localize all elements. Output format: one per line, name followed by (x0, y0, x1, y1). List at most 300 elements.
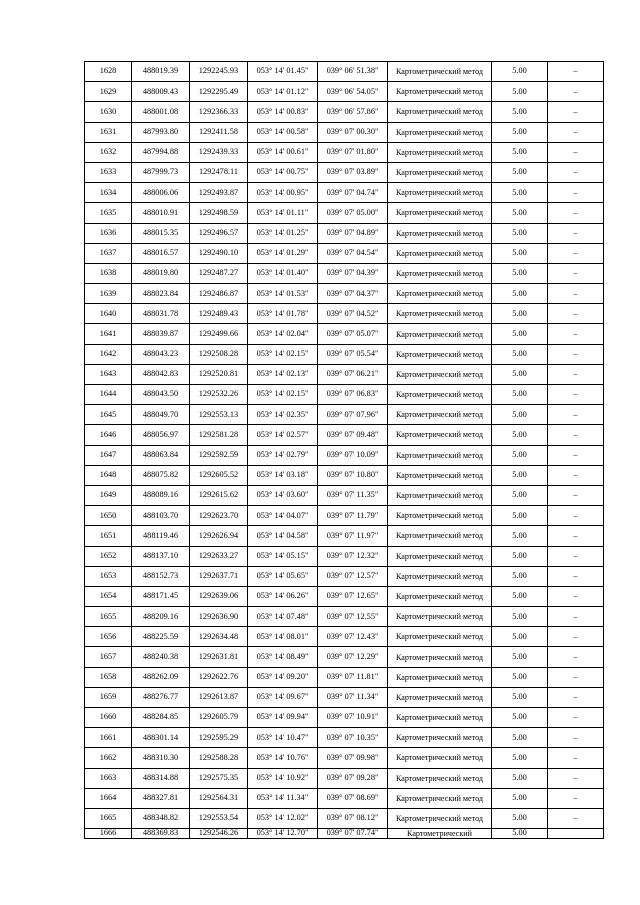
y-coordinate-cell: 1292487.27 (190, 263, 248, 283)
method-cell: Картометрический метод (388, 607, 492, 627)
y-coordinate-cell: 1292411.58 (190, 122, 248, 142)
y-coordinate-cell: 1292498.59 (190, 203, 248, 223)
accuracy-cell: 5.00 (492, 526, 548, 546)
longitude-cell: 039° 07' 09.48" (318, 425, 388, 445)
longitude-cell: 039° 07' 12.29" (318, 647, 388, 667)
longitude-cell: 039° 07' 04.52" (318, 304, 388, 324)
table-row (85, 607, 604, 627)
method-cell: Картометрический метод (388, 667, 492, 687)
method-cell: Картометрический метод (388, 162, 492, 182)
table-row (85, 808, 604, 828)
table-row (85, 142, 604, 162)
table-row (85, 546, 604, 566)
point-number-cell: 1629 (85, 82, 132, 102)
x-coordinate-cell: 488009.43 (132, 82, 190, 102)
accuracy-cell: 5.00 (492, 506, 548, 526)
longitude-cell: 039° 07' 06.21" (318, 364, 388, 384)
longitude-cell: 039° 07' 11.81" (318, 667, 388, 687)
point-number-cell: 1636 (85, 223, 132, 243)
x-coordinate-cell: 488089.16 (132, 485, 190, 505)
latitude-cell: 053° 14' 02.57" (248, 425, 318, 445)
method-cell: Картометрический метод (388, 364, 492, 384)
accuracy-cell: 5.00 (492, 546, 548, 566)
y-coordinate-cell: 1292520.81 (190, 364, 248, 384)
note-cell: – (548, 748, 604, 768)
longitude-cell: 039° 07' 03.89" (318, 162, 388, 182)
latitude-cell: 053° 14' 02.35" (248, 405, 318, 425)
note-cell (548, 829, 604, 839)
point-number-cell: 1647 (85, 445, 132, 465)
x-coordinate-cell: 487993.80 (132, 122, 190, 142)
latitude-cell: 053° 14' 05.65" (248, 566, 318, 586)
latitude-cell: 053° 14' 00.95" (248, 183, 318, 203)
accuracy-cell: 5.00 (492, 485, 548, 505)
point-number-cell: 1645 (85, 405, 132, 425)
latitude-cell: 053° 14' 02.15" (248, 344, 318, 364)
longitude-cell: 039° 07' 05.00" (318, 203, 388, 223)
note-cell: – (548, 667, 604, 687)
table-row (85, 506, 604, 526)
method-cell: Картометрический метод (388, 243, 492, 263)
latitude-cell: 053° 14' 01.78" (248, 304, 318, 324)
latitude-cell: 053° 14' 12.02" (248, 808, 318, 828)
note-cell: – (548, 687, 604, 707)
longitude-cell: 039° 07' 09.28" (318, 768, 388, 788)
table-row (85, 667, 604, 687)
x-coordinate-cell: 488019.39 (132, 62, 190, 82)
table-row (85, 566, 604, 586)
longitude-cell: 039° 07' 04.74" (318, 183, 388, 203)
latitude-cell: 053° 14' 10.92" (248, 768, 318, 788)
method-cell: Картометрический метод (388, 183, 492, 203)
note-cell: – (548, 203, 604, 223)
x-coordinate-cell: 488063.84 (132, 445, 190, 465)
note-cell: – (548, 344, 604, 364)
table-row (85, 829, 604, 839)
x-coordinate-cell: 488075.82 (132, 465, 190, 485)
x-coordinate-cell: 488006.06 (132, 183, 190, 203)
table-row (85, 223, 604, 243)
accuracy-cell: 5.00 (492, 647, 548, 667)
x-coordinate-cell: 488276.77 (132, 687, 190, 707)
note-cell: – (548, 263, 604, 283)
point-number-cell: 1639 (85, 284, 132, 304)
note-cell: – (548, 304, 604, 324)
note-cell: – (548, 566, 604, 586)
table-row (85, 586, 604, 606)
longitude-cell: 039° 07' 05.54" (318, 344, 388, 364)
x-coordinate-cell: 488209.16 (132, 607, 190, 627)
note-cell: – (548, 122, 604, 142)
accuracy-cell: 5.00 (492, 263, 548, 283)
method-cell: Картометрический метод (388, 506, 492, 526)
longitude-cell: 039° 07' 08.69" (318, 788, 388, 808)
y-coordinate-cell: 1292486.87 (190, 284, 248, 304)
table-row (85, 728, 604, 748)
note-cell: – (548, 385, 604, 405)
note-cell: – (548, 586, 604, 606)
x-coordinate-cell: 488103.70 (132, 506, 190, 526)
y-coordinate-cell: 1292575.35 (190, 768, 248, 788)
y-coordinate-cell: 1292366.33 (190, 102, 248, 122)
x-coordinate-cell: 488042.83 (132, 364, 190, 384)
latitude-cell: 053° 14' 03.18" (248, 465, 318, 485)
point-number-cell: 1641 (85, 324, 132, 344)
accuracy-cell: 5.00 (492, 566, 548, 586)
accuracy-cell: 5.00 (492, 364, 548, 384)
y-coordinate-cell: 1292508.28 (190, 344, 248, 364)
note-cell: – (548, 62, 604, 82)
latitude-cell: 053° 14' 07.48" (248, 607, 318, 627)
accuracy-cell: 5.00 (492, 324, 548, 344)
method-cell: Картометрический метод (388, 708, 492, 728)
accuracy-cell: 5.00 (492, 122, 548, 142)
longitude-cell: 039° 07' 12.43" (318, 627, 388, 647)
x-coordinate-cell: 488369.83 (132, 829, 190, 839)
x-coordinate-cell: 488225.59 (132, 627, 190, 647)
longitude-cell: 039° 07' 10.09" (318, 445, 388, 465)
method-cell: Картометрический (388, 829, 492, 839)
accuracy-cell: 5.00 (492, 203, 548, 223)
accuracy-cell: 5.00 (492, 223, 548, 243)
y-coordinate-cell: 1292623.70 (190, 506, 248, 526)
point-number-cell: 1637 (85, 243, 132, 263)
y-coordinate-cell: 1292295.49 (190, 82, 248, 102)
latitude-cell: 053° 14' 05.15" (248, 546, 318, 566)
x-coordinate-cell: 488001.08 (132, 102, 190, 122)
table-row (85, 708, 604, 728)
point-number-cell: 1648 (85, 465, 132, 485)
table-body (85, 62, 604, 839)
method-cell: Картометрический метод (388, 405, 492, 425)
longitude-cell: 039° 07' 04.37" (318, 284, 388, 304)
note-cell: – (548, 708, 604, 728)
x-coordinate-cell: 488016.57 (132, 243, 190, 263)
latitude-cell: 053° 14' 02.15" (248, 385, 318, 405)
point-number-cell: 1651 (85, 526, 132, 546)
point-number-cell: 1649 (85, 485, 132, 505)
x-coordinate-cell: 488348.82 (132, 808, 190, 828)
latitude-cell: 053° 14' 01.29" (248, 243, 318, 263)
method-cell: Картометрический метод (388, 728, 492, 748)
table-row (85, 304, 604, 324)
latitude-cell: 053° 14' 09.94" (248, 708, 318, 728)
point-number-cell: 1658 (85, 667, 132, 687)
latitude-cell: 053° 14' 00.61" (248, 142, 318, 162)
point-number-cell: 1662 (85, 748, 132, 768)
longitude-cell: 039° 07' 00.30" (318, 122, 388, 142)
accuracy-cell: 5.00 (492, 708, 548, 728)
accuracy-cell: 5.00 (492, 788, 548, 808)
note-cell: – (548, 647, 604, 667)
table-row (85, 385, 604, 405)
latitude-cell: 053° 14' 02.04" (248, 324, 318, 344)
table-row (85, 526, 604, 546)
method-cell: Картометрический метод (388, 687, 492, 707)
y-coordinate-cell: 1292546.26 (190, 829, 248, 839)
point-number-cell: 1655 (85, 607, 132, 627)
method-cell: Картометрический метод (388, 566, 492, 586)
table-row (85, 284, 604, 304)
note-cell: – (548, 243, 604, 263)
y-coordinate-cell: 1292496.57 (190, 223, 248, 243)
latitude-cell: 053° 14' 04.58" (248, 526, 318, 546)
accuracy-cell: 5.00 (492, 728, 548, 748)
x-coordinate-cell: 487999.73 (132, 162, 190, 182)
y-coordinate-cell: 1292478.11 (190, 162, 248, 182)
note-cell: – (548, 788, 604, 808)
x-coordinate-cell: 488023.84 (132, 284, 190, 304)
latitude-cell: 053° 14' 10.76" (248, 748, 318, 768)
method-cell: Картометрический метод (388, 748, 492, 768)
latitude-cell: 053° 14' 11.34" (248, 788, 318, 808)
latitude-cell: 053° 14' 00.75" (248, 162, 318, 182)
latitude-cell: 053° 14' 01.53" (248, 284, 318, 304)
point-number-cell: 1656 (85, 627, 132, 647)
y-coordinate-cell: 1292636.90 (190, 607, 248, 627)
table-row (85, 183, 604, 203)
longitude-cell: 039° 07' 11.97" (318, 526, 388, 546)
method-cell: Картометрический метод (388, 808, 492, 828)
table-row (85, 203, 604, 223)
note-cell: – (548, 445, 604, 465)
note-cell: – (548, 82, 604, 102)
note-cell: – (548, 768, 604, 788)
x-coordinate-cell: 488284.85 (132, 708, 190, 728)
accuracy-cell: 5.00 (492, 284, 548, 304)
longitude-cell: 039° 07' 06.83" (318, 385, 388, 405)
note-cell: – (548, 223, 604, 243)
coordinates-table (84, 61, 604, 839)
point-number-cell: 1650 (85, 506, 132, 526)
point-number-cell: 1642 (85, 344, 132, 364)
y-coordinate-cell: 1292532.26 (190, 385, 248, 405)
point-number-cell: 1630 (85, 102, 132, 122)
method-cell: Картометрический метод (388, 627, 492, 647)
point-number-cell: 1638 (85, 263, 132, 283)
latitude-cell: 053° 14' 01.12" (248, 82, 318, 102)
table-row (85, 243, 604, 263)
method-cell: Картометрический метод (388, 142, 492, 162)
y-coordinate-cell: 1292493.87 (190, 183, 248, 203)
table-row (85, 82, 604, 102)
x-coordinate-cell: 488171.45 (132, 586, 190, 606)
x-coordinate-cell: 488056.97 (132, 425, 190, 445)
x-coordinate-cell: 488240.38 (132, 647, 190, 667)
latitude-cell: 053° 14' 00.58" (248, 122, 318, 142)
y-coordinate-cell: 1292639.06 (190, 586, 248, 606)
note-cell: – (548, 546, 604, 566)
note-cell: – (548, 607, 604, 627)
point-number-cell: 1663 (85, 768, 132, 788)
accuracy-cell: 5.00 (492, 748, 548, 768)
note-cell: – (548, 102, 604, 122)
method-cell: Картометрический метод (388, 284, 492, 304)
accuracy-cell: 5.00 (492, 243, 548, 263)
accuracy-cell: 5.00 (492, 142, 548, 162)
longitude-cell: 039° 07' 12.32" (318, 546, 388, 566)
table-row (85, 162, 604, 182)
point-number-cell: 1664 (85, 788, 132, 808)
note-cell: – (548, 485, 604, 505)
table-row (85, 405, 604, 425)
table-row (85, 344, 604, 364)
note-cell: – (548, 183, 604, 203)
note-cell: – (548, 364, 604, 384)
accuracy-cell: 5.00 (492, 82, 548, 102)
accuracy-cell: 5.00 (492, 385, 548, 405)
method-cell: Картометрический метод (388, 62, 492, 82)
accuracy-cell: 5.00 (492, 667, 548, 687)
note-cell: – (548, 405, 604, 425)
table-row (85, 627, 604, 647)
accuracy-cell: 5.00 (492, 183, 548, 203)
x-coordinate-cell: 488314.88 (132, 768, 190, 788)
method-cell: Картометрический метод (388, 425, 492, 445)
y-coordinate-cell: 1292553.54 (190, 808, 248, 828)
longitude-cell: 039° 07' 04.39" (318, 263, 388, 283)
method-cell: Картометрический метод (388, 526, 492, 546)
x-coordinate-cell: 488019.80 (132, 263, 190, 283)
y-coordinate-cell: 1292622.76 (190, 667, 248, 687)
table-row (85, 647, 604, 667)
point-number-cell: 1633 (85, 162, 132, 182)
note-cell: – (548, 728, 604, 748)
method-cell: Картометрический метод (388, 344, 492, 364)
x-coordinate-cell: 488262.09 (132, 667, 190, 687)
note-cell: – (548, 526, 604, 546)
table-row (85, 62, 604, 82)
accuracy-cell: 5.00 (492, 465, 548, 485)
longitude-cell: 039° 07' 09.98" (318, 748, 388, 768)
table-row (85, 102, 604, 122)
y-coordinate-cell: 1292490.10 (190, 243, 248, 263)
y-coordinate-cell: 1292631.81 (190, 647, 248, 667)
y-coordinate-cell: 1292605.79 (190, 708, 248, 728)
latitude-cell: 053° 14' 09.20" (248, 667, 318, 687)
y-coordinate-cell: 1292633.27 (190, 546, 248, 566)
accuracy-cell: 5.00 (492, 808, 548, 828)
longitude-cell: 039° 07' 10.35" (318, 728, 388, 748)
y-coordinate-cell: 1292439.33 (190, 142, 248, 162)
y-coordinate-cell: 1292499.66 (190, 324, 248, 344)
latitude-cell: 053° 14' 03.60" (248, 485, 318, 505)
note-cell: – (548, 506, 604, 526)
x-coordinate-cell: 488152.73 (132, 566, 190, 586)
y-coordinate-cell: 1292605.52 (190, 465, 248, 485)
method-cell: Картометрический метод (388, 768, 492, 788)
method-cell: Картометрический метод (388, 82, 492, 102)
longitude-cell: 039° 07' 04.54" (318, 243, 388, 263)
point-number-cell: 1654 (85, 586, 132, 606)
note-cell: – (548, 324, 604, 344)
y-coordinate-cell: 1292626.94 (190, 526, 248, 546)
longitude-cell: 039° 07' 11.79" (318, 506, 388, 526)
method-cell: Картометрический метод (388, 102, 492, 122)
point-number-cell: 1646 (85, 425, 132, 445)
latitude-cell: 053° 14' 08.01" (248, 627, 318, 647)
point-number-cell: 1665 (85, 808, 132, 828)
note-cell: – (548, 627, 604, 647)
longitude-cell: 039° 06' 57.86" (318, 102, 388, 122)
latitude-cell: 053° 14' 01.40" (248, 263, 318, 283)
method-cell: Картометрический метод (388, 485, 492, 505)
method-cell: Картометрический метод (388, 304, 492, 324)
longitude-cell: 039° 07' 12.55" (318, 607, 388, 627)
accuracy-cell: 5.00 (492, 405, 548, 425)
y-coordinate-cell: 1292637.71 (190, 566, 248, 586)
method-cell: Картометрический метод (388, 203, 492, 223)
latitude-cell: 053° 14' 00.83" (248, 102, 318, 122)
latitude-cell: 053° 14' 04.07" (248, 506, 318, 526)
point-number-cell: 1635 (85, 203, 132, 223)
point-number-cell: 1644 (85, 385, 132, 405)
x-coordinate-cell: 488119.46 (132, 526, 190, 546)
accuracy-cell: 5.00 (492, 607, 548, 627)
accuracy-cell: 5.00 (492, 586, 548, 606)
table-row (85, 687, 604, 707)
latitude-cell: 053° 14' 01.25" (248, 223, 318, 243)
y-coordinate-cell: 1292564.31 (190, 788, 248, 808)
point-number-cell: 1643 (85, 364, 132, 384)
longitude-cell: 039° 07' 10.80" (318, 465, 388, 485)
method-cell: Картометрический метод (388, 647, 492, 667)
latitude-cell: 053° 14' 09.67" (248, 687, 318, 707)
method-cell: Картометрический метод (388, 465, 492, 485)
point-number-cell: 1631 (85, 122, 132, 142)
point-number-cell: 1661 (85, 728, 132, 748)
y-coordinate-cell: 1292245.93 (190, 62, 248, 82)
accuracy-cell: 5.00 (492, 627, 548, 647)
note-cell: – (548, 465, 604, 485)
longitude-cell: 039° 07' 11.34" (318, 687, 388, 707)
y-coordinate-cell: 1292588.28 (190, 748, 248, 768)
accuracy-cell: 5.00 (492, 829, 548, 839)
point-number-cell: 1652 (85, 546, 132, 566)
method-cell: Картометрический метод (388, 385, 492, 405)
longitude-cell: 039° 07' 11.35" (318, 485, 388, 505)
latitude-cell: 053° 14' 02.13" (248, 364, 318, 384)
y-coordinate-cell: 1292595.29 (190, 728, 248, 748)
accuracy-cell: 5.00 (492, 344, 548, 364)
point-number-cell: 1634 (85, 183, 132, 203)
table-row (85, 788, 604, 808)
method-cell: Картометрический метод (388, 223, 492, 243)
y-coordinate-cell: 1292592.59 (190, 445, 248, 465)
x-coordinate-cell: 488043.50 (132, 385, 190, 405)
x-coordinate-cell: 488031.78 (132, 304, 190, 324)
latitude-cell: 053° 14' 01.11" (248, 203, 318, 223)
accuracy-cell: 5.00 (492, 162, 548, 182)
longitude-cell: 039° 07' 05.07" (318, 324, 388, 344)
latitude-cell: 053° 14' 12.70" (248, 829, 318, 839)
note-cell: – (548, 142, 604, 162)
accuracy-cell: 5.00 (492, 445, 548, 465)
point-number-cell: 1657 (85, 647, 132, 667)
longitude-cell: 039° 07' 08.12" (318, 808, 388, 828)
longitude-cell: 039° 07' 12.65" (318, 586, 388, 606)
latitude-cell: 053° 14' 02.79" (248, 445, 318, 465)
y-coordinate-cell: 1292553.13 (190, 405, 248, 425)
accuracy-cell: 5.00 (492, 687, 548, 707)
latitude-cell: 053° 14' 10.47" (248, 728, 318, 748)
table-row (85, 324, 604, 344)
table-row (85, 748, 604, 768)
method-cell: Картометрический метод (388, 122, 492, 142)
accuracy-cell: 5.00 (492, 62, 548, 82)
note-cell: – (548, 425, 604, 445)
table-row (85, 445, 604, 465)
